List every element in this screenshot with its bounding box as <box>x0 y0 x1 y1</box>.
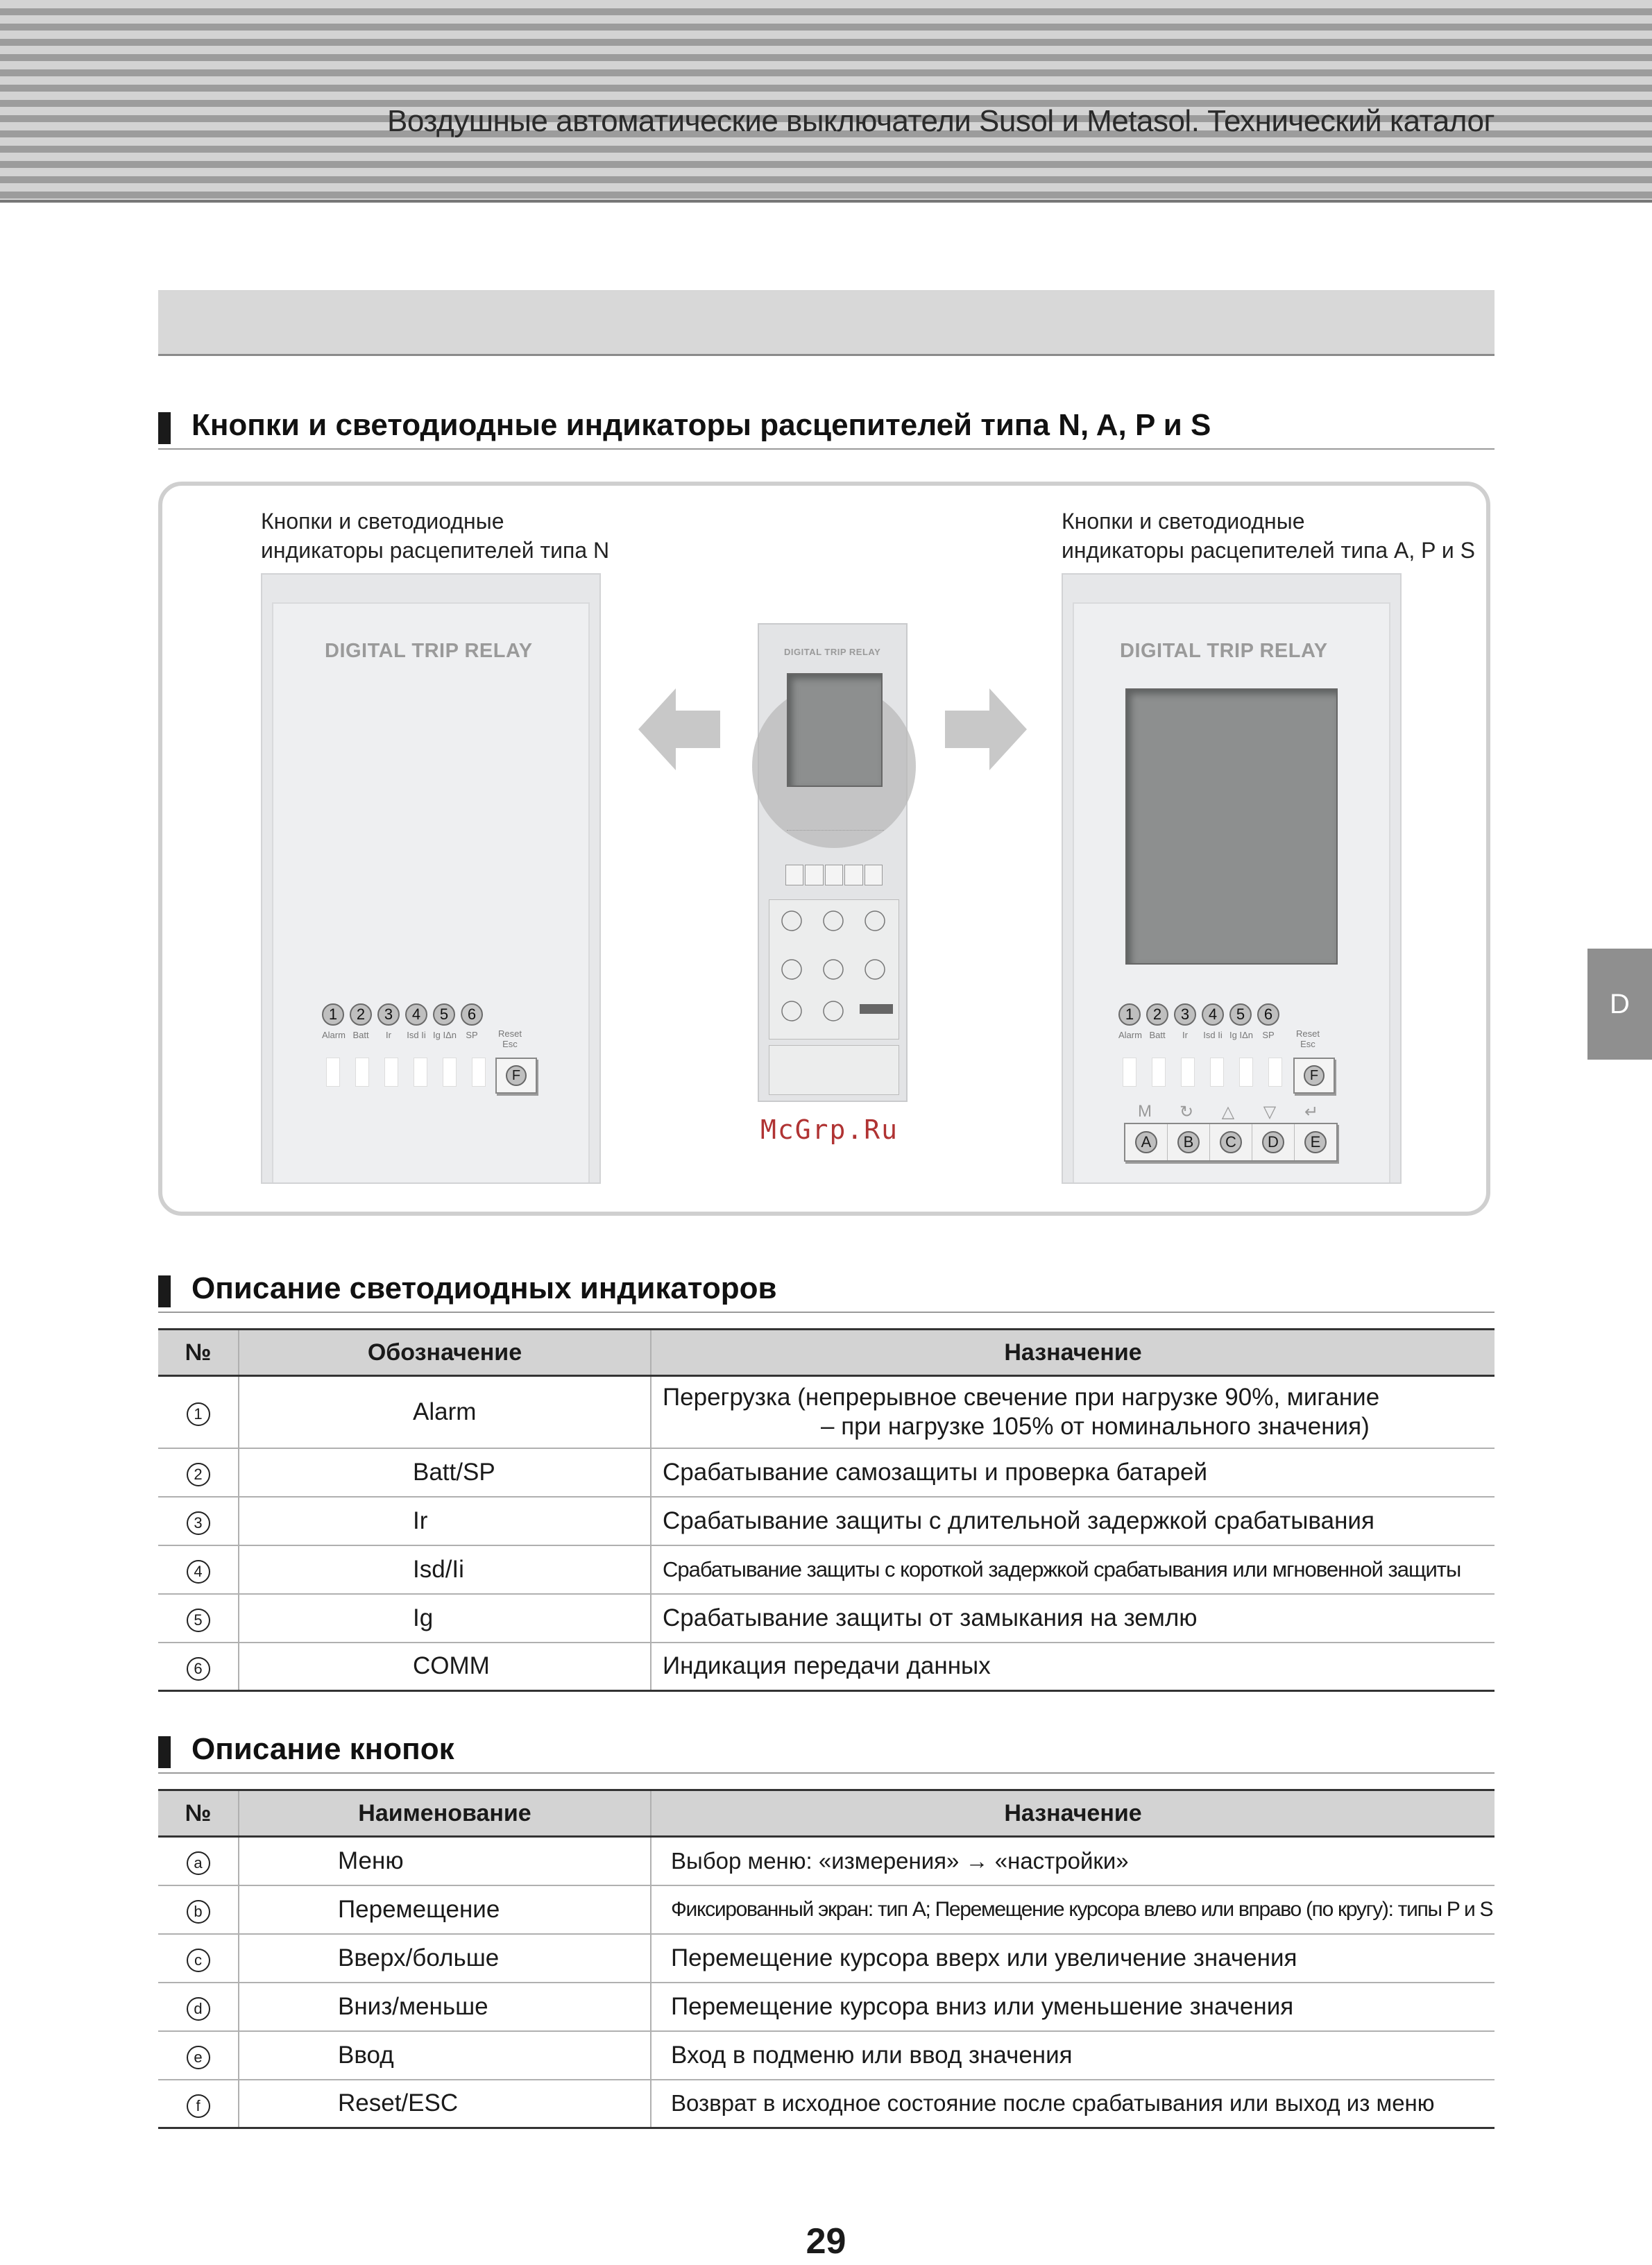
heading-marker <box>158 412 171 444</box>
arrow-left-icon <box>638 688 720 770</box>
panel-title: DIGITAL TRIP RELAY <box>1120 640 1328 662</box>
table-row: 4 Isd/Ii Срабатывание защиты с короткой задержкой срабатывания или мгновенной защиты <box>158 1545 1495 1594</box>
move-button-b[interactable]: B <box>1168 1124 1210 1160</box>
led-ig <box>443 1058 457 1087</box>
down-triangle-icon: ▽ <box>1263 1103 1277 1121</box>
control-button-row <box>1124 1123 1338 1162</box>
table-row: d Вниз/меньше Перемещение курсора вниз или уменьшение значения <box>158 1983 1495 2031</box>
menu-button-a[interactable]: A <box>1125 1124 1168 1160</box>
enter-icon: ↵ <box>1304 1103 1319 1121</box>
button-symbol-row <box>1124 1102 1332 1122</box>
led-description-table <box>158 1328 1495 1692</box>
header-stripes <box>0 0 1652 203</box>
table-row: 3 Ir Срабатывание защиты с длительной задержкой срабатывания <box>158 1497 1495 1545</box>
section-heading-buttons-leds <box>158 407 1495 450</box>
heading-text: Описание светодиодных индикаторов <box>191 1271 777 1305</box>
panel-title: DIGITAL TRIP RELAY <box>325 640 533 662</box>
dial-icons <box>769 900 899 1039</box>
reset-esc-label: Reset Esc <box>498 1028 522 1049</box>
led-isd <box>414 1058 427 1087</box>
led-label-row: Alarm Batt Ir Isd Ii Ig IΔn SP <box>322 1030 478 1040</box>
table-row: 5 Ig Срабатывание защиты от замыкания на землю <box>158 1594 1495 1643</box>
table-row: 6 COMM Индикация передачи данных <box>158 1643 1495 1691</box>
up-button-c[interactable]: C <box>1210 1124 1252 1160</box>
heading-text: Описание кнопок <box>191 1732 454 1766</box>
led-number-row: 1 2 3 4 5 6 <box>322 1003 483 1026</box>
led-alarm <box>326 1058 340 1087</box>
section-heading-button-description <box>158 1731 1495 1774</box>
table-row: b Перемещение Фиксированный экран: тип A; Перемещение курсора влево или вправо (по кругу): типы P и S <box>158 1885 1495 1934</box>
page-number: 29 <box>806 2221 846 2262</box>
caption-left: Кнопки и светодиодные индикаторы расцепителей типа N <box>261 509 610 563</box>
down-button-d[interactable]: D <box>1252 1124 1295 1160</box>
section-band <box>158 290 1495 356</box>
led-sp <box>472 1058 486 1087</box>
caption-right: Кнопки и светодиодные индикаторы расцепителей типа A, P и S <box>1062 509 1475 563</box>
led-ir <box>384 1058 398 1087</box>
led-batt <box>355 1058 369 1087</box>
led-windows <box>1123 1058 1282 1087</box>
device-dial-area <box>769 899 899 1040</box>
menu-icon: M <box>1138 1102 1152 1121</box>
device-lcd <box>787 673 883 787</box>
led-label-row: Alarm Batt Ir Isd Ii Ig IΔn SP <box>1118 1030 1275 1040</box>
button-description-table <box>158 1789 1495 2129</box>
enter-button-e[interactable]: E <box>1295 1124 1336 1160</box>
up-triangle-icon: △ <box>1221 1103 1235 1121</box>
table-row: c Вверх/больше Перемещение курсора вверх или увеличение значения <box>158 1934 1495 1983</box>
reset-esc-label: Reset Esc <box>1296 1028 1320 1049</box>
watermark: McGrp.Ru <box>760 1114 899 1145</box>
lcd-display <box>1125 688 1338 965</box>
table-row: 2 Batt/SP Срабатывание самозащиты и проверка батарей <box>158 1448 1495 1497</box>
table-row: e Ввод Вход в подменю или ввод значения <box>158 2031 1495 2080</box>
table-row: a Меню Выбор меню: «измерения» → «настройки» <box>158 1837 1495 1885</box>
table-header: № Обозначение Назначение <box>158 1330 1495 1376</box>
arrow-right-icon <box>945 688 1027 770</box>
trip-relay-panel-type-n <box>261 573 601 1184</box>
reset-f-button[interactable]: F <box>1293 1058 1335 1094</box>
table-row: f Reset/ESC Возврат в исходное состояние после срабатывания или выход из меню <box>158 2080 1495 2128</box>
catalog-title: Воздушные автоматические выключатели Susol и Metasol. Технический каталог <box>386 104 1495 138</box>
table-header: № Наименование Назначение <box>158 1790 1495 1837</box>
trip-relay-device: DIGITAL TRIP RELAY <box>758 623 908 1102</box>
table-row: 1 Alarm Перегрузка (непрерывное свечение при нагрузке 90%, мигание – при нагрузке 105% от номинального значения) <box>158 1376 1495 1448</box>
led-windows <box>326 1058 486 1087</box>
led-number-row: 1 2 3 4 5 6 <box>1118 1003 1279 1026</box>
cycle-icon: ↻ <box>1179 1103 1194 1121</box>
trip-relay-panel-type-aps <box>1062 573 1402 1184</box>
reset-f-button[interactable]: F <box>495 1058 537 1094</box>
chapter-tab[interactable]: D <box>1587 949 1652 1060</box>
section-heading-led-description <box>158 1270 1495 1313</box>
heading-text: Кнопки и светодиодные индикаторы расцепителей типа N, A, P и S <box>191 408 1211 442</box>
device-buttons <box>785 865 883 885</box>
